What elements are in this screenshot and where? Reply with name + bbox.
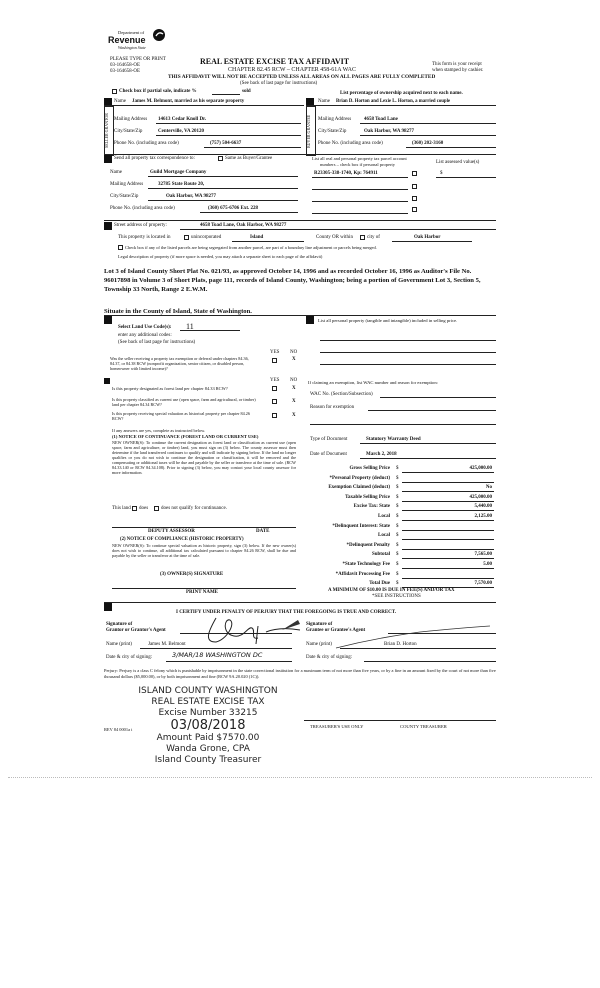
notice-2-title: (2) NOTICE OF COMPLIANCE (HISTORIC PROPERTY) xyxy=(120,537,244,542)
section-4-marker xyxy=(104,222,112,230)
tax-row-label: Exemption Claimed (deduct) xyxy=(328,485,390,491)
parcel-2-checkbox[interactable] xyxy=(412,184,417,189)
stamp-line-3: Excise Number 33215 xyxy=(158,708,258,718)
assessed-label: List assessed value(s) xyxy=(436,160,480,165)
tax-row xyxy=(310,533,496,541)
grantor-date-city-label: Date & city of signing: xyxy=(106,655,153,660)
seller-city-label: City/State/Zip xyxy=(114,129,143,134)
tax-row-label: Taxable Selling Price xyxy=(345,494,390,500)
buyer-mailing-label: Mailing Address xyxy=(318,117,352,122)
tax-row xyxy=(310,514,496,522)
tax-row xyxy=(310,543,496,551)
tax-row-dollar: $ xyxy=(396,475,399,481)
parcel-4-checkbox[interactable] xyxy=(412,207,417,212)
personal-property-label: List all personal property (tangible and intangible) included in selling price. xyxy=(318,318,458,323)
tax-row-line xyxy=(402,578,494,579)
corr-city-label: City/State/Zip xyxy=(110,194,139,199)
parcels-header-2: numbers – check box if personal property xyxy=(320,162,395,167)
tax-row-line xyxy=(402,472,494,473)
treasurer-use-only: TREASURER'S USE ONLY xyxy=(310,724,364,729)
partial-sale-checkbox[interactable] xyxy=(112,89,117,94)
receipt-note-1: This form is your receipt xyxy=(432,62,482,67)
tax-row-line xyxy=(402,539,494,540)
tax-row xyxy=(310,495,496,503)
q3-text: Is this property classified as current use (open space, farm and agricultural, or timber) land per chapter 84.34 RCW? xyxy=(112,397,256,407)
q4-yes-checkbox[interactable] xyxy=(272,413,277,418)
tax-row xyxy=(310,476,496,484)
tax-row-value: 5,440.00 xyxy=(474,504,492,510)
minimum-note: A MINIMUM OF $10.00 IS DUE IN FEE(S) AND/OR TAX xyxy=(328,588,455,593)
land-use-see-back: (See back of last page for instructions) xyxy=(118,340,196,345)
deputy-assessor-label: DEPUTY ASSESSOR xyxy=(148,529,195,534)
send-label: Send all property tax correspondence to: xyxy=(114,156,195,161)
property-city: Oak Harbor xyxy=(414,235,441,240)
tax-row-label: *Delinquent Penalty xyxy=(346,542,390,548)
q4-no-answer[interactable]: X xyxy=(292,413,296,418)
legal-description: Lot 3 of Island County Short Plat No. 021/93, as approved October 14, 1996 and as recorded October 16, 1996 as Auditor's File No. 96017898 in Volume 3 of Short Plats, page 111, records of Island County, Washington; being a portion of Government Lot 3, Section 5, Township 33 North, Range 2 E.W.M. xyxy=(104,268,481,293)
buyer-mailing: 4658 Toad Lane xyxy=(364,117,398,122)
no-header-2: NO xyxy=(290,378,298,383)
land-use-label: Select Land Use Code(s): xyxy=(118,325,172,330)
buyer-name-label: Name xyxy=(318,99,330,104)
notice-1-body: NEW OWNER(S): To continue the current designation as forest land or classification as current use (open space, farm and agriculture, or timber) land, you must sign on (3) below. The county assessor must then determine if the land transferred continues to qualify and will indicate by signing below. If the land no longer qualifies or you do not wish to continue the designation or classification, it will be removed and the compensating or additional taxes will be due and payable by the seller or transferor at the time of sale. (RCW 84.33.140 or RCW 84.34.108). Prior to signing (3) below, you may contact your local county assessor for more information. xyxy=(112,440,296,475)
situate-text: Situate in the County of Island, State of Washington. xyxy=(104,308,252,315)
corr-name-label: Name xyxy=(110,170,122,175)
q4-text: Is this property receiving special valuation as historical property per chapter 84.26 RCW? xyxy=(112,411,250,421)
if-yes-text: If any answers are yes, complete as instructed below. xyxy=(112,428,206,433)
tax-row-label: *Delinquent Interest: State xyxy=(332,523,390,529)
grantor-sig-label-1: Signature of xyxy=(106,622,133,627)
street-label: Street address of property: xyxy=(114,223,167,228)
revenue-logo xyxy=(104,30,174,58)
same-as-buyer-checkbox[interactable] xyxy=(218,156,223,161)
state-label: Washington State xyxy=(118,45,146,50)
street-address: 4658 Toad Lane, Oak Harbor, WA 98277 xyxy=(200,223,287,228)
parcel-3-checkbox[interactable] xyxy=(412,196,417,201)
assessed-dollar: $ xyxy=(440,171,443,176)
q3-yes-checkbox[interactable] xyxy=(272,399,277,404)
see-back: (See back of last page for instructions) xyxy=(240,81,318,86)
stamp-line-6: Wanda Grone, CPA xyxy=(166,744,250,754)
reason-label: Reason for exemption xyxy=(310,405,355,410)
tax-row-value: 425,000.00 xyxy=(469,466,492,471)
section-3-marker xyxy=(104,155,112,163)
segregated-note: Check box if any of the listed parcels are being segregated from another parcel, are part of a boundary line adjustment or parcels being merged. xyxy=(125,245,377,250)
dept-of: Department of xyxy=(118,30,145,35)
tax-row-dollar: $ xyxy=(396,466,399,471)
form-code-2: 03-164658-OE xyxy=(110,69,140,74)
yes-header-1: YES xyxy=(270,350,280,355)
tax-row-value: 7,570.00 xyxy=(474,581,492,587)
deputy-date-label: DATE xyxy=(256,529,270,534)
tax-row-dollar: $ xyxy=(396,504,399,510)
pct-ownership-label: List percentage of ownership acquired next to each name. xyxy=(340,91,463,96)
seller-tab: SELLER GRANTOR xyxy=(104,106,114,156)
tax-row xyxy=(310,562,496,570)
tax-row xyxy=(310,466,496,474)
tax-row-label: *Affidavit Processing Fee xyxy=(335,571,390,577)
grantor-signature xyxy=(196,612,306,648)
located-label: This property is located in xyxy=(118,235,171,240)
stamp-line-2: REAL ESTATE EXCISE TAX xyxy=(151,697,265,707)
parcel-1-checkbox[interactable] xyxy=(412,171,417,176)
seller-phone-label: Phone No. (including area code) xyxy=(114,141,179,146)
tax-row-line xyxy=(402,482,494,483)
corr-city: Oak Harbor, WA 98277 xyxy=(166,194,217,199)
parcel-1: R23305-338-1740, Kp: 764911 xyxy=(314,171,378,176)
tax-row-line xyxy=(402,510,494,511)
page-bottom-divider xyxy=(8,777,592,778)
tax-row-label: Gross Selling Price xyxy=(349,466,390,471)
tax-row xyxy=(310,524,496,532)
q2-no-answer[interactable]: X xyxy=(292,386,296,391)
section-8-marker xyxy=(104,603,112,611)
tax-row-value: 425,000.00 xyxy=(469,494,492,500)
buyer-city-label: City/State/Zip xyxy=(318,129,347,134)
section-6-marker xyxy=(104,378,110,384)
corr-name: Guild Mortgage Company xyxy=(150,170,207,175)
please-type: PLEASE TYPE OR PRINT xyxy=(110,57,166,62)
owner-signature-label: (3) OWNER(S) SIGNATURE xyxy=(160,572,224,577)
seller-name-label: Name xyxy=(114,99,126,104)
tax-row-label: Local xyxy=(378,533,390,539)
does-not-checkbox[interactable] xyxy=(154,506,159,511)
tax-row-line xyxy=(402,501,494,502)
tax-row-line xyxy=(402,568,494,569)
tax-row-dollar: $ xyxy=(396,514,399,519)
tax-row xyxy=(310,552,496,560)
grantee-sig-label-1: Signature of xyxy=(306,622,333,627)
print-name-label: PRINT NAME xyxy=(186,590,218,595)
doc-date-label: Date of Document xyxy=(310,452,347,457)
q3-no-answer[interactable]: X xyxy=(292,399,296,404)
city-of-label: city of xyxy=(367,235,380,240)
seller-name: James M. Belmont, married as his separate property xyxy=(132,99,245,104)
county-treasurer-label: COUNTY TREASURER xyxy=(400,724,447,729)
notice-2-body: NEW OWNER(S): To continue special valuation as historic property, sign (3) below. If the new owner(s) does not wish to continue, all additional tax calculated pursuant to chapter 84.26 RCW, shall be due and payable by the seller or transferor at the time of sale. xyxy=(112,543,296,558)
chapter-ref: CHAPTER 82.45 RCW – CHAPTER 458-61A WAC xyxy=(228,67,356,73)
tax-row-value: 5.00 xyxy=(483,562,492,567)
tax-row-dollar: $ xyxy=(396,571,399,577)
tax-row-dollar: $ xyxy=(396,523,399,529)
buyer-phone: (360) 202-3160 xyxy=(412,141,444,146)
grantor-name: James M. Belmont xyxy=(148,642,186,647)
tax-row-value: No xyxy=(485,485,492,491)
grantee-name-label: Name (print) xyxy=(306,642,332,647)
stamp-line-5: Amount Paid $7570.00 xyxy=(156,733,260,743)
tax-row-label: Excise Tax: State xyxy=(353,504,390,510)
tax-row-line xyxy=(402,549,494,550)
revenue-wordmark: Revenue xyxy=(108,35,146,45)
grantor-name-label: Name (print) xyxy=(106,642,132,647)
see-instructions: *SEE INSTRUCTIONS xyxy=(372,594,421,599)
corr-mailing-label: Mailing Address xyxy=(110,182,144,187)
tax-row-dollar: $ xyxy=(396,494,399,500)
tax-row-line xyxy=(402,530,494,531)
wac-label: WAC No. (Section/Subsection) xyxy=(310,392,373,397)
stamp-line-4: 03/08/2018 xyxy=(170,718,246,733)
q1-yes-checkbox[interactable] xyxy=(272,358,277,363)
doc-date: March 2, 2018 xyxy=(366,452,397,457)
tax-row-label: Total Due xyxy=(369,581,390,587)
does-checkbox[interactable] xyxy=(132,506,137,511)
certify-text: I CERTIFY UNDER PENALTY OF PERJURY THAT THE FOREGOING IS TRUE AND CORRECT. xyxy=(176,610,397,615)
tax-row-dollar: $ xyxy=(396,542,399,548)
tax-row-line xyxy=(402,520,494,521)
q2-text: Is this property designated as forest land per chapter 84.33 RCW? xyxy=(112,386,228,391)
tax-row xyxy=(310,504,496,512)
tax-row xyxy=(310,485,496,493)
partial-sale-label: Check box if partial sale, indicate % xyxy=(119,89,197,94)
no-header-1: NO xyxy=(290,350,298,355)
corr-phone: (360) 675-6706 Ext. 228 xyxy=(208,206,258,211)
q1-text: Was the seller receiving a property tax exemption or deferral under chapters 84.36, 84.37, or 84.38 RCW (nonprofit organization, senior citizen, or disabled person, homeowner with limited income)? xyxy=(110,356,249,371)
county-label: County OR within xyxy=(316,235,353,240)
unincorporated-checkbox[interactable] xyxy=(184,235,189,240)
buyer-name: Brian D. Horton and Lexie L. Horton, a married couple xyxy=(336,99,451,104)
tax-row-line xyxy=(402,558,494,559)
page-title: REAL ESTATE EXCISE TAX AFFIDAVIT xyxy=(200,57,350,66)
tax-row-line xyxy=(402,491,494,492)
seller-phone: (757) 504-6637 xyxy=(210,141,242,146)
q1-no-answer[interactable]: X xyxy=(292,357,296,362)
same-as-buyer-label: Same as Buyer/Grantee xyxy=(225,156,273,161)
county-name: Island xyxy=(250,235,264,240)
section-5-marker xyxy=(104,316,112,324)
legal-label: Legal description of property (if more space is needed, you may attach a separate sheet to each page of the affidavit) xyxy=(118,254,323,259)
this-land-label: This land xyxy=(112,506,131,511)
exemption-label: If claiming an exemption, list WAC number and reason for exemption: xyxy=(308,380,438,385)
tax-row-dollar: $ xyxy=(396,552,399,558)
sold-label: sold xyxy=(242,89,251,94)
tax-row-dollar: $ xyxy=(396,485,399,491)
yes-header-2: YES xyxy=(270,378,280,383)
grantee-sig-label-2: Grantee or Grantee's Agent xyxy=(306,628,366,633)
q2-yes-checkbox[interactable] xyxy=(272,386,277,391)
stamp-line-7: Island County Treasurer xyxy=(154,755,262,765)
form-code-1: 03-164658-OE xyxy=(110,63,140,68)
additional-codes-label: enter any additional codes: xyxy=(118,333,172,338)
tax-row-dollar: $ xyxy=(396,562,399,567)
grantor-date-city: 3/MAR/18 WASHINGTON DC xyxy=(172,651,263,659)
buyer-tab: BUYER GRANTEE xyxy=(306,106,316,156)
grantee-date-city-label: Date & city of signing: xyxy=(306,655,353,660)
corr-mailing: 32785 State Route 20, xyxy=(158,182,205,187)
seller-city: Centerville, VA 20120 xyxy=(158,129,205,134)
unincorporated-label: unincorporated xyxy=(191,235,222,240)
seller-mailing: 14613 Cedar Knoll Dr. xyxy=(158,117,207,122)
buyer-phone-label: Phone No. (including area code) xyxy=(318,141,383,146)
segregated-checkbox[interactable] xyxy=(118,245,123,250)
parcels-header-1: List all real and personal property tax parcel account xyxy=(312,156,407,161)
seller-mailing-label: Mailing Address xyxy=(114,117,148,122)
tax-row-value: 2,125.00 xyxy=(474,514,492,519)
land-use-code: 11 xyxy=(186,322,194,331)
city-of-checkbox[interactable] xyxy=(360,235,365,240)
revenue-logo-icon xyxy=(152,28,166,42)
warning-text: THIS AFFIDAVIT WILL NOT BE ACCEPTED UNLESS ALL AREAS ON ALL PAGES ARE FULLY COMPLETED xyxy=(168,74,436,80)
tax-row-label: *State Technology Fee xyxy=(342,562,390,567)
buyer-city: Oak Harbor, WA 98277 xyxy=(364,129,415,134)
corr-phone-label: Phone No. (including area code) xyxy=(110,206,175,211)
notice-1-title: (1) NOTICE OF CONTINUANCE (FOREST LAND OR CURRENT USE) xyxy=(112,434,259,439)
tax-row-label: Local xyxy=(378,514,390,519)
receipt-note-2: when stamped by cashier. xyxy=(432,68,484,73)
grantor-sig-label-2: Grantor or Grantor's Agent xyxy=(106,628,166,633)
tax-row-dollar: $ xyxy=(396,581,399,587)
tax-row-dollar: $ xyxy=(396,533,399,539)
tax-row-label: Subtotal xyxy=(371,552,390,558)
does-not-label: does not qualify for continuance. xyxy=(161,506,227,511)
tax-row-label: *Personal Property (deduct) xyxy=(329,475,390,481)
rev-code: REV 84 0001a i xyxy=(104,727,133,732)
tax-row-value: 7,565.00 xyxy=(474,552,492,558)
treasurer-stamp xyxy=(128,686,288,766)
perjury-text: Perjury: Perjury is a class C felony which is punishable by imprisonment in the state correctional institution for a maximum term of not more than five years, or by a fine in an amount fixed by the court of not more than five thousand dollars ($5,000.00), or by both imprisonment and fine (RCW 9A.20.020 (1C)). xyxy=(104,668,496,679)
grantee-name: Brian D. Horton xyxy=(384,642,417,647)
doc-type: Statutory Warranty Deed xyxy=(366,437,421,442)
doc-type-label: Type of Document xyxy=(310,437,348,442)
stamp-line-1: ISLAND COUNTY WASHINGTON xyxy=(138,686,278,696)
tax-row xyxy=(310,572,496,580)
section-7-marker xyxy=(306,316,314,324)
does-label: does xyxy=(139,506,149,511)
